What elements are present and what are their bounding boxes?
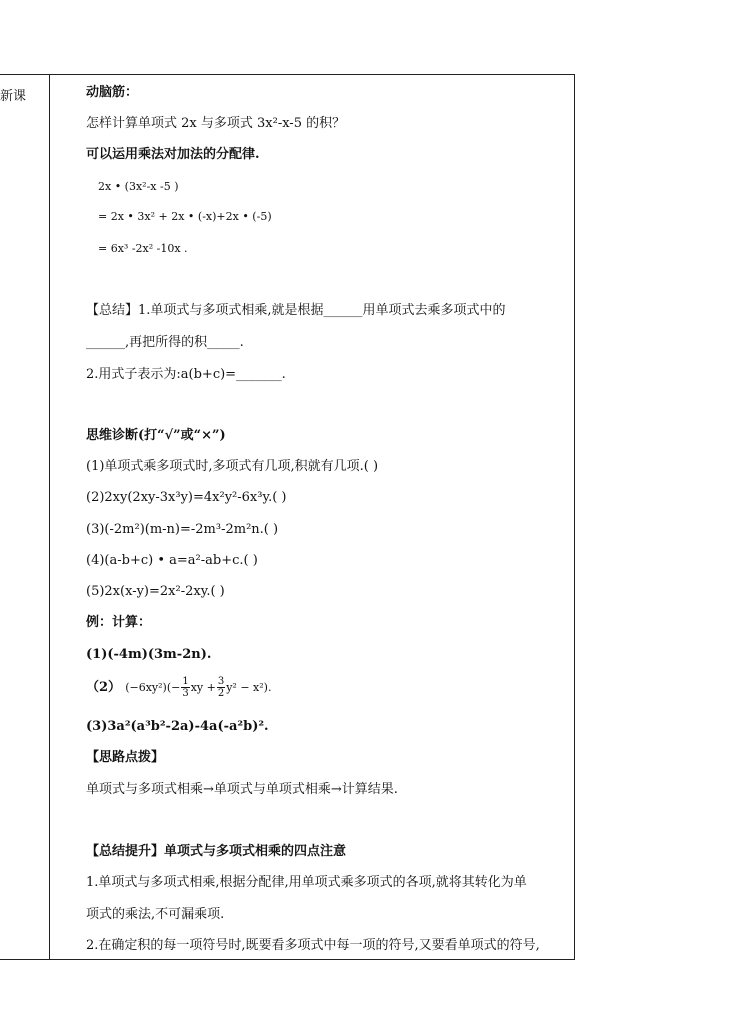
diagnosis-title: 思维诊断(打“√”或“×”): [86, 428, 226, 443]
diagnosis-item-4: (4)(a-b+c) • a=a²-ab+c.( ): [86, 553, 258, 568]
derivation-step-1: 2x • (3x²-x -5 ): [98, 180, 179, 193]
diagnosis-item-2: (2)2xy(2xy-3x³y)=4x²y²-6x³y.( ): [86, 490, 287, 505]
fraction-three-halves: $\frac{3}{2}$: [217, 676, 225, 699]
brainstorm-answer: 可以运用乘法对加法的分配律.: [86, 147, 260, 162]
summary-line-3: 2.用式子表示为:a(b+c)=_______.: [86, 367, 286, 382]
example-problem-1: (1)(-4m)(3m-2n).: [86, 647, 212, 662]
conclusion-title: 【总结提升】单项式与多项式相乘的四点注意: [86, 844, 347, 859]
example-problem-2: [86, 674, 271, 702]
example-problem-3: (3)3a²(a³b²-2a)-4a(-a²b)².: [86, 719, 269, 734]
formula-part-2: xy +: [190, 681, 216, 694]
conclusion-point-2: 2.在确定积的每一项符号时,既要看多项式中每一项的符号,又要看单项式的符号,: [86, 938, 540, 953]
example-problem-2-label: （2）: [86, 680, 122, 695]
brainstorm-title: 动脑筋：: [86, 85, 139, 100]
formula-part-1: (−6xy²)(−: [125, 681, 181, 694]
hint-title: 【思路点拨】: [86, 750, 165, 765]
derivation-step-3: = 6x³ -2x² -10x .: [98, 242, 188, 255]
conclusion-point-1a: 1.单项式与多项式相乘,根据分配律,用单项式乘多项式的各项,就将其转化为单: [86, 875, 527, 890]
section-label: 新课: [0, 89, 27, 104]
summary-line-2: ______,再把所得的积_____.: [86, 335, 244, 350]
conclusion-point-1b: 项式的乘法,不可漏乘项.: [86, 907, 225, 922]
formula-part-3: y² − x²).: [226, 681, 272, 694]
summary-line-1: 【总结】1.单项式与多项式相乘,就是根据______用单项式去乘多项式中的: [86, 303, 506, 318]
diagnosis-item-5: (5)2x(x-y)=2x²-2xy.( ): [86, 584, 225, 599]
example-title: 例：计算：: [86, 615, 152, 630]
table-top-border: [0, 74, 575, 75]
diagnosis-item-1: (1)单项式乘多项式时,多项式有几项,积就有几项.( ): [86, 459, 379, 474]
table-right-border: [574, 74, 575, 960]
fraction-one-third: $\frac{1}{3}$: [182, 676, 189, 699]
brainstorm-question: 怎样计算单项式 2x 与多项式 3x²-x-5 的积？: [86, 116, 346, 131]
derivation-step-2: = 2x • 3x² + 2x • (-x)+2x • (-5): [98, 210, 272, 223]
table-bottom-border: [0, 959, 575, 960]
diagnosis-item-3: (3)(-2m²)(m-n)=-2m³-2m²n.( ): [86, 522, 279, 537]
column-divider: [49, 74, 50, 960]
hint-text: 单项式与多项式相乘→单项式与单项式相乘→计算结果.: [86, 782, 398, 797]
